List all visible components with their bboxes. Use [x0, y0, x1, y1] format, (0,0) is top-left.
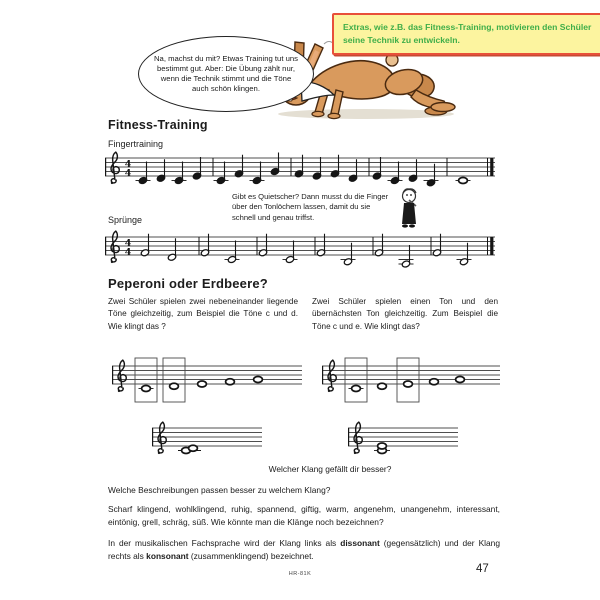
callout-text: Extras, wie z.B. das Fitness-Training, motivieren den Schüler seine Technik zu entwickeln.	[343, 22, 592, 45]
svg-text:4: 4	[124, 237, 132, 249]
label-fingertraining: Fingertraining	[108, 139, 164, 149]
label-spruenge: Sprünge	[108, 215, 143, 225]
speech-bubble	[138, 36, 314, 112]
conclusion-part-1: In der musikalischen Fachsprache wird der Klang links als	[108, 538, 341, 548]
spruenge-staff	[105, 227, 495, 281]
page-number: 47	[476, 563, 489, 575]
scale-staff-left	[112, 352, 302, 410]
question-descriptions: Welche Beschreibungen passen besser zu welchem Klang?	[108, 485, 331, 495]
scale-staff-right	[322, 352, 500, 410]
peperoni-left-text: Zwei Schüler spielen zwei nebeneinander liegende Töne gleichzeitig, zum Beispiel die Töne c und d. Wie klingt das ?	[108, 297, 298, 331]
conclusion-part-2: (gegensätzlich) und der Klang rechts als	[108, 538, 500, 561]
term-konsonant: konsonant	[146, 550, 189, 561]
peperoni-right-text: Zwei Schüler spielen einen Ton und den übernächsten Ton gleichzeitig. Zum Beispiel die Töne c und e. Wie klingt das?	[312, 297, 498, 331]
conclusion-text	[108, 537, 500, 562]
section-title-fitness: Fitness-Training	[108, 118, 208, 132]
chord-staff-right	[348, 416, 458, 464]
question-better: Welcher Klang gefällt dir besser?	[268, 464, 392, 474]
svg-text:4: 4	[124, 167, 132, 179]
svg-text:4: 4	[124, 158, 132, 170]
callout-note	[332, 13, 600, 55]
recorder-player-icon	[396, 187, 422, 229]
section-title-peperoni: Peperoni oder Erdbeere?	[108, 276, 268, 291]
chord-staff-left	[152, 416, 262, 464]
term-dissonant: dissonant	[340, 538, 380, 548]
footer-code: HR-81K	[288, 571, 312, 577]
descriptions-text: Scharf klingend, wohlklingend, ruhig, spannend, giftig, warm, angenehm, unangenehm, interessant, eintönig, grell, schräg, süß. Wie könnte man die Klänge noch bezeichnen?	[108, 504, 500, 527]
svg-text:4: 4	[124, 246, 132, 258]
speech-bubble-text: Na, machst du mit? Etwas Training tut uns bestimmt gut. Aber: Die Übung zählt nur, wenn die Technik stimmt und die Töne auch schön klingen.	[154, 54, 298, 93]
conclusion-part-3: (zusammenklingend) bezeichnet.	[188, 550, 314, 561]
fingertraining-staff	[105, 146, 495, 196]
quietscher-text: Gibt es Quietscher? Dann musst du die Finger über den Tonlöchern lassen, damit du sie schnell und genau triffst.	[232, 192, 389, 222]
